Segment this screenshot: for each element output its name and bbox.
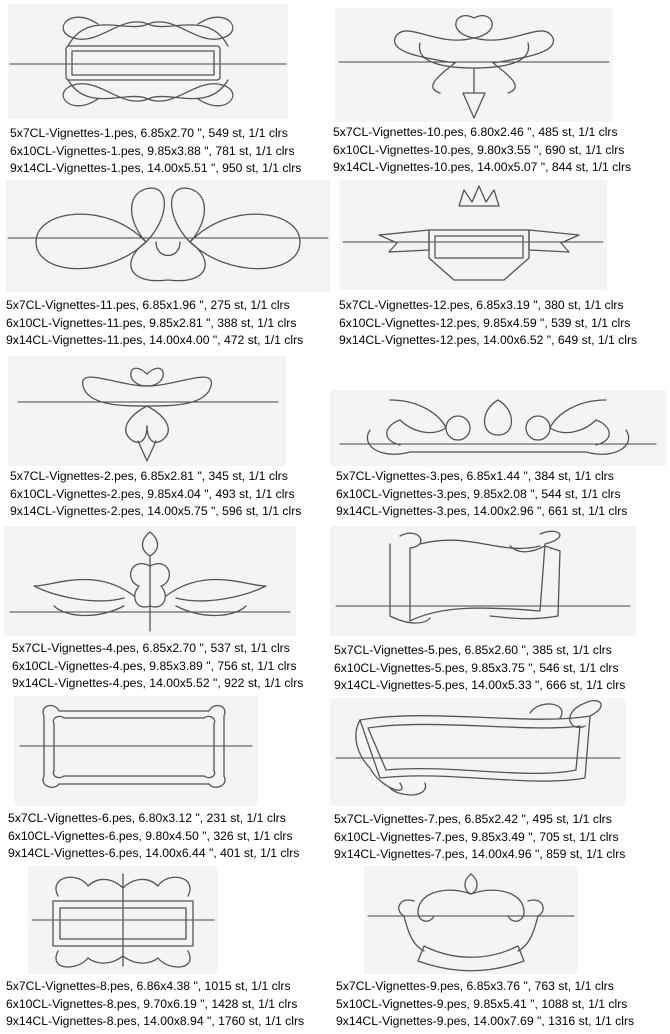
design-preview-vignette-5 xyxy=(330,526,636,636)
design-6-line-5x7: 5x7CL-Vignettes-6.pes, 6.80x3.12 ", 231 st, 1/1 clrs xyxy=(8,811,286,825)
design-preview-vignette-3 xyxy=(330,390,666,466)
design-2-line-9x14: 9x14CL-Vignettes-2.pes, 14.00x5.75 ", 596 st, 1/1 clrs xyxy=(10,504,302,518)
design-preview-vignette-11 xyxy=(6,180,330,292)
design-1-line-5x7: 5x7CL-Vignettes-1.pes, 6.85x2.70 ", 549 st, 1/1 clrs xyxy=(10,126,288,140)
design-1-line-6x10: 6x10CL-Vignettes-1.pes, 9.85x3.88 ", 781 st, 1/1 clrs xyxy=(10,143,295,158)
design-card-6 xyxy=(0,696,330,866)
design-7-line-9x14: 9x14CL-Vignettes-7.pes, 14.00x4.96 ", 859 st, 1/1 clrs xyxy=(334,847,626,861)
design-3-line-5x7: 5x7CL-Vignettes-3.pes, 6.85x1.44 ", 384 st, 1/1 clrs xyxy=(336,469,614,483)
design-6-line-9x14: 9x14CL-Vignettes-6.pes, 14.00x6.44 ", 401 st, 1/1 clrs xyxy=(8,846,300,860)
design-1-line-9x14: 9x14CL-Vignettes-1.pes, 14.00x5.51 ", 950 st, 1/1 clrs xyxy=(10,161,302,175)
design-2-line-5x7: 5x7CL-Vignettes-2.pes, 6.85x2.81 ", 345 st, 1/1 clrs xyxy=(10,469,288,483)
design-6-line-6x10: 6x10CL-Vignettes-6.pes, 9.80x4.50 ", 326 st, 1/1 clrs xyxy=(8,828,293,843)
design-card-12 xyxy=(335,178,670,354)
design-card-7 xyxy=(330,696,670,866)
design-3-line-9x14: 9x14CL-Vignettes-3.pes, 14.00x2.96 ", 661 st, 1/1 clrs xyxy=(336,504,628,518)
design-preview-vignette-7 xyxy=(330,698,626,806)
design-12-line-9x14: 9x14CL-Vignettes-12.pes, 14.00x6.52 ", 649 st, 1/1 clrs xyxy=(339,333,638,347)
design-4-line-9x14: 9x14CL-Vignettes-4.pes, 14.00x5.52 ", 922 st, 1/1 clrs xyxy=(12,676,304,690)
design-preview-vignette-10 xyxy=(335,8,613,122)
design-12-line-6x10: 6x10CL-Vignettes-12.pes, 9.85x4.59 ", 539 st, 1/1 clrs xyxy=(339,315,631,330)
design-4-line-6x10: 6x10CL-Vignettes-4.pes, 9.85x3.89 ", 756 st, 1/1 clrs xyxy=(12,658,297,673)
design-7-line-5x7: 5x7CL-Vignettes-7.pes, 6.85x2.42 ", 495 st, 1/1 clrs xyxy=(334,812,612,826)
design-preview-vignette-8 xyxy=(28,866,218,974)
design-preview-vignette-9 xyxy=(364,866,578,974)
design-8-line-5x7: 5x7CL-Vignettes-8.pes, 6.86x4.38 ", 1015 st, 1/1 clrs xyxy=(6,979,291,993)
design-3-line-6x10: 6x10CL-Vignettes-3.pes, 9.85x2.08 ", 544 st, 1/1 clrs xyxy=(336,486,621,501)
design-preview-vignette-12 xyxy=(339,180,607,290)
design-10-line-6x10: 6x10CL-Vignettes-10.pes, 9.80x3.55 ", 690 st, 1/1 clrs xyxy=(333,142,625,157)
design-10-line-5x7: 5x7CL-Vignettes-10.pes, 6.80x2.46 ", 485 st, 1/1 clrs xyxy=(333,125,618,139)
design-card-9 xyxy=(330,866,670,1034)
design-preview-vignette-6 xyxy=(14,696,258,806)
design-card-11 xyxy=(0,178,335,354)
design-9-line-5x10: 5x10CL-Vignettes-9.pes, 9.85x5.41 ", 1088 st, 1/1 clrs xyxy=(336,996,628,1011)
design-preview-vignette-1 xyxy=(8,4,288,119)
design-5-line-6x10: 6x10CL-Vignettes-5.pes, 9.85x3.75 ", 546 st, 1/1 clrs xyxy=(334,660,619,675)
design-card-2 xyxy=(0,354,330,524)
design-12-line-5x7: 5x7CL-Vignettes-12.pes, 6.85x3.19 ", 380 st, 1/1 clrs xyxy=(339,298,624,312)
design-11-line-6x10: 6x10CL-Vignettes-11.pes, 9.85x2.81 ", 388 st, 1/1 clrs xyxy=(6,315,297,330)
design-card-10 xyxy=(333,0,670,178)
design-11-line-9x14: 9x14CL-Vignettes-11.pes, 14.00x4.00 ", 472 st, 1/1 clrs xyxy=(6,333,304,347)
design-card-8 xyxy=(0,866,330,1034)
design-card-1 xyxy=(0,0,330,175)
design-9-line-5x7: 5x7CL-Vignettes-9.pes, 6.85x3.76 ", 763 st, 1/1 clrs xyxy=(336,979,614,993)
design-card-4 xyxy=(0,524,330,696)
design-card-5 xyxy=(330,524,670,696)
design-card-3 xyxy=(330,354,670,524)
design-8-line-9x14: 9x14CL-Vignettes-8.pes, 14.00x8.94 ", 1760 st, 1/1 clrs xyxy=(6,1014,305,1028)
design-preview-vignette-4 xyxy=(4,526,296,636)
design-5-line-9x14: 9x14CL-Vignettes-5.pes, 14.00x5.33 ", 666 st, 1/1 clrs xyxy=(334,678,626,692)
design-5-line-5x7: 5x7CL-Vignettes-5.pes, 6.85x2.60 ", 385 st, 1/1 clrs xyxy=(334,643,612,657)
design-2-line-6x10: 6x10CL-Vignettes-2.pes, 9.85x4.04 ", 493 st, 1/1 clrs xyxy=(10,486,295,501)
design-10-line-9x14: 9x14CL-Vignettes-10.pes, 14.00x5.07 ", 844 st, 1/1 clrs xyxy=(333,160,632,174)
design-4-line-5x7: 5x7CL-Vignettes-4.pes, 6.85x2.70 ", 537 st, 1/1 clrs xyxy=(12,641,290,655)
design-preview-vignette-2 xyxy=(8,356,286,466)
design-8-line-6x10: 6x10CL-Vignettes-8.pes, 9.70x6.19 ", 1428 st, 1/1 clrs xyxy=(6,996,298,1011)
design-11-line-5x7: 5x7CL-Vignettes-11.pes, 6.85x1.96 ", 275 st, 1/1 clrs xyxy=(6,298,290,312)
design-7-line-6x10: 6x10CL-Vignettes-7.pes, 9.85x3.49 ", 705 st, 1/1 clrs xyxy=(334,829,619,844)
design-9-line-9x14: 9x14CL-Vignettes-9.pes, 14.00x7.69 ", 1316 st, 1/1 clrs xyxy=(336,1014,635,1028)
